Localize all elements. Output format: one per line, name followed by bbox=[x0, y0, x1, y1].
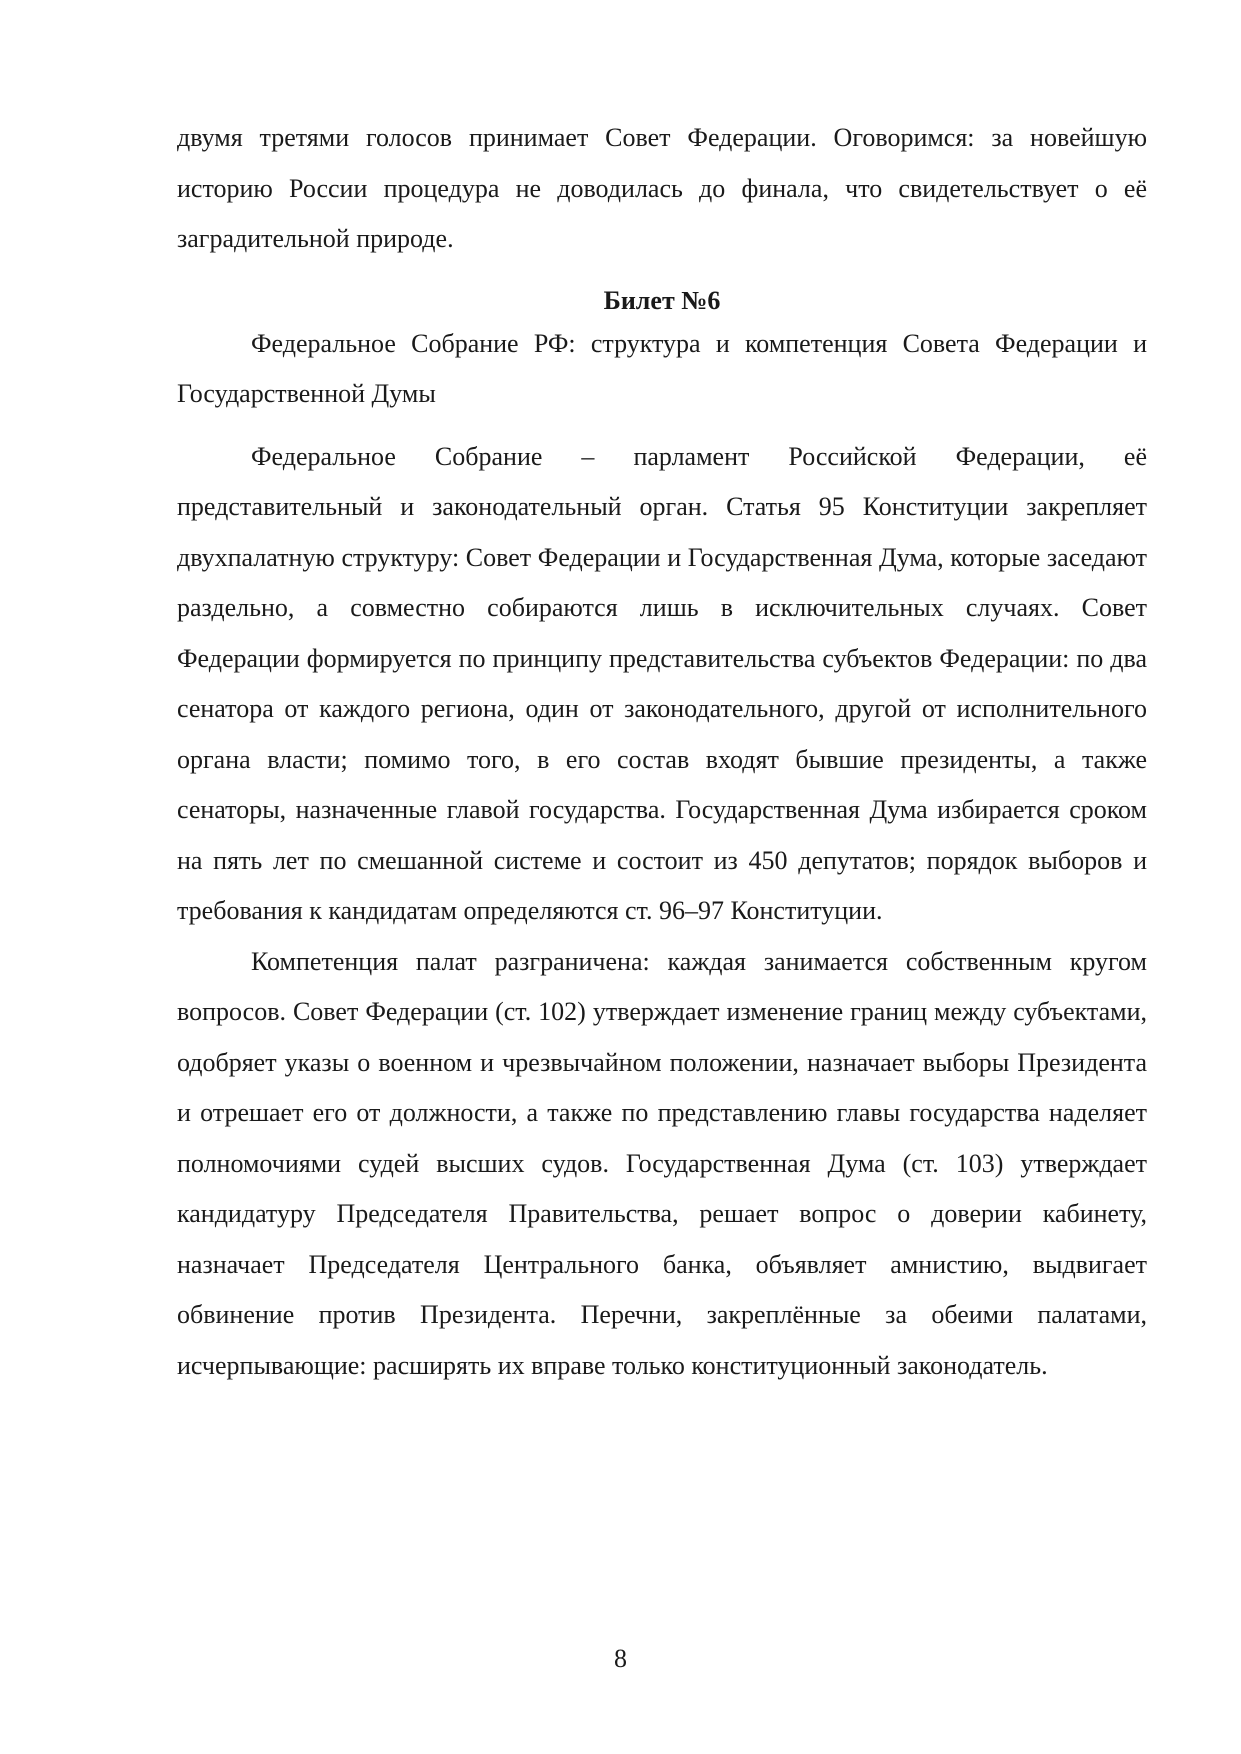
ticket-question: Федеральное Собрание РФ: структура и компетенция Совета Федерации и Государственной Думы bbox=[177, 328, 1147, 408]
ticket-heading-block bbox=[177, 283, 1147, 420]
page-number: 8 bbox=[614, 1644, 627, 1673]
carryover-paragraph: двумя третями голосов принимает Совет Федерации. Оговоримся: за новейшую историю России процедура не доводилась до финала, что свидетельствует о её заградительной природе. bbox=[177, 123, 1147, 253]
document-page bbox=[177, 113, 1147, 1391]
ticket-title: Билет №6 bbox=[603, 285, 721, 315]
body-paragraph-2: Компетенция палат разграничена: каждая занимается собственным кругом вопросов. Совет Федерации (ст. 102) утверждает изменение границ между субъектами, одобряет указы о военном и чрезвычайном положении, назначает выборы Президента и отрешает его от должности, а также по представлению главы государства наделяет полномочиями судей высших судов. Государственная Дума (ст. 103) утверждает кандидатуру Председателя Правительства, решает вопрос о доверии кабинету, назначает Председателя Центрального банка, объявляет амнистию, выдвигает обвинение против Президента. Перечни, закреплённые за обеими палатами, исчерпывающие: расширять их вправе только конституционный законодатель. bbox=[177, 946, 1147, 1380]
body-paragraph-1: Федеральное Собрание – парламент Российской Федерации, её представительный и законодательный орган. Статья 95 Конституции закрепляет двухпалатную структуру: Совет Федерации и Государственная Дума, которые заседают раздельно, а совместно собираются лишь в исключительных случаях. Совет Федерации формируется по принципу представительства субъектов Федерации: по два сенатора от каждого региона, один от законодательного, другой от исполнительного органа власти; помимо того, в его состав входят бывшие президенты, а также сенаторы, назначенные главой государства. Государственная Дума избирается сроком на пять лет по смешанной системе и состоит из 450 депутатов; порядок выборов и требования к кандидатам определяются ст. 96–97 Конституции. bbox=[177, 441, 1147, 925]
